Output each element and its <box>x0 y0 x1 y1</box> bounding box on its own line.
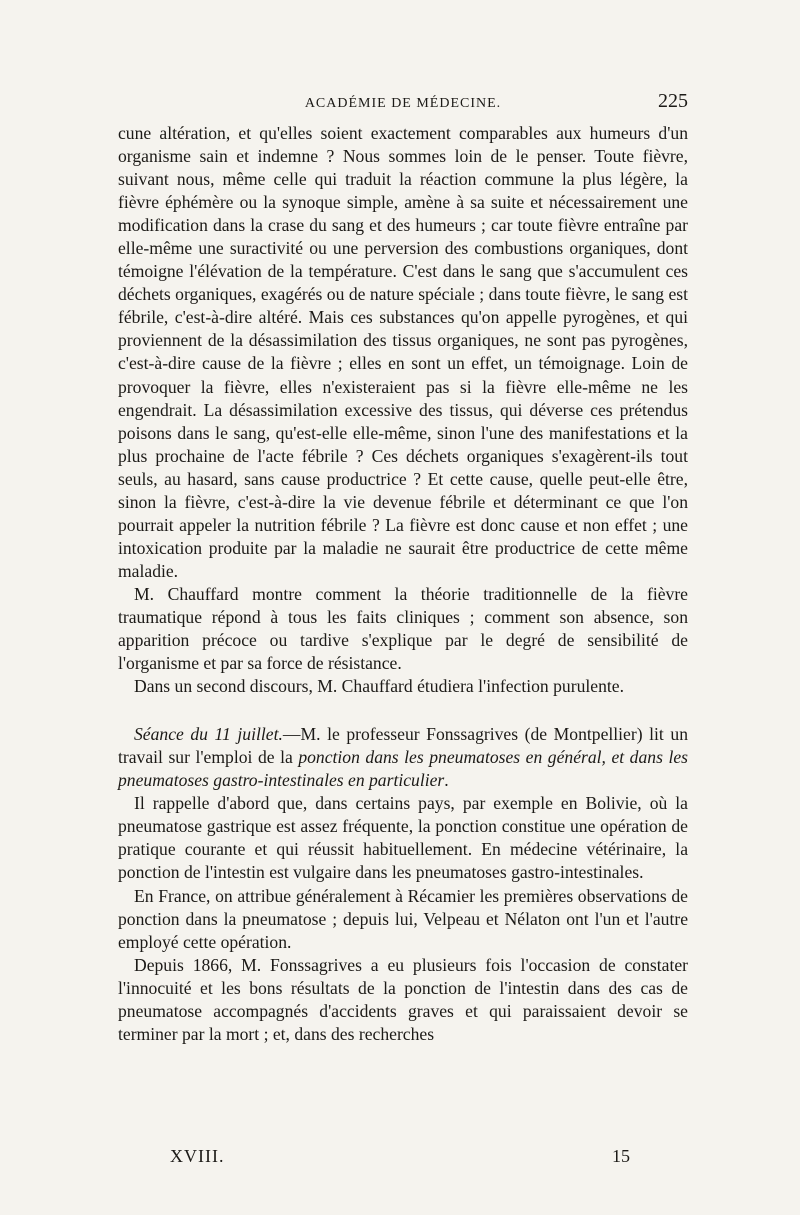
paragraph: Depuis 1866, M. Fonssagrives a eu plusieurs fois l'occasion de constater l'innocuité et les bons résultats de la ponction de l'intestin dans des cas de pneumatose accompagnés d'accidents graves et qui paraissaient devoir se terminer par la mort ; et, dans des recherches <box>118 954 688 1044</box>
paragraph: En France, on attribue généralement à Récamier les premières observations de ponction dans la pneumatose ; depuis lui, Velpeau et Nélaton ont l'un et l'autre employé cette opération. <box>118 885 688 952</box>
page-number: 225 <box>658 90 688 112</box>
sheet-number: 15 <box>612 1146 630 1166</box>
session-date: Séance du 11 juillet. <box>134 724 283 745</box>
paragraph-continuation: cune altération, et qu'elles soient exactement comparables aux humeurs d'un organisme sain et indemne ? Nous sommes loin de le penser. Toute fièvre, suivant nous, même celle qui traduit la réaction commune la plus légère, la fièvre éphémère ou la synoque simple, amène à sa suite et nécessairement une modification dans la crase du sang et des humeurs ; car toute fièvre entraîne par elle-même une suractivité ou une perversion des combustions organiques, dont témoigne l'élévation de la température. C'est dans le sang que s'accumulent ces déchets organiques, exagérés ou de nature spéciale ; dans toute fièvre, le sang est fébrile, c'est-à-dire altéré. Mais ces substances qu'on appelle pyrogènes, et qui proviennent de la désassimilation des tissus organiques, ne sont pas pyrogènes, c'est-à-dire cause de la fièvre ; elles en sont un effet, un témoignage. Loin de provoquer la fièvre, elles n'existeraient pas si la fièvre elle-même ne les engendrait. La désassimilation excessive des tissus, qui déverse ces prétendus poisons dans le sang, qu'est-elle elle-même, sinon l'une des manifestations et la plus prochaine de l'acte fébrile ? Ces déchets organiques s'exagèrent-ils tout seuls, au hasard, sans cause productrice ? Et cette cause, quelle peut-elle être, sinon la fièvre, c'est-à-dire la vie devenue fébrile et déterminant ce que l'on pourrait appeler la nutrition fébrile ? La fièvre est donc cause et non effet ; une intoxication produite par la maladie ne saurait être productrice de cette même maladie. <box>118 123 688 581</box>
page-footer <box>170 1146 630 1172</box>
paragraph: Dans un second discours, M. Chauffard étudiera l'infection purulente. <box>134 676 624 697</box>
session-paragraph <box>118 723 688 792</box>
session-text: —M. le professeur Fonssagrives (de Montpellier) lit un travail sur l'emploi de la <box>118 724 688 768</box>
signature-mark: XVIII. <box>170 1146 225 1166</box>
paragraph: M. Chauffard montre comment la théorie traditionnelle de la fièvre traumatique répond à tous les faits cliniques ; comment son absence, son apparition précoce ou tardive s'explique par le degré de sensibilité de l'organisme et par sa force de résistance. <box>118 583 688 674</box>
work-title: ponction dans les pneumatoses en général, et dans les pneumatoses gastro-intestinales en particulier <box>118 747 688 791</box>
paragraph: Il rappelle d'abord que, dans certains pays, par exemple en Bolivie, où la pneumatose gastrique est assez fréquente, la ponction constitue une opération de pratique courante et qui réussit habituellement. En médecine vétérinaire, la ponction de l'intestin est vulgaire dans les pneumatoses gastro-intestinales. <box>118 793 688 883</box>
running-title: ACADÉMIE DE MÉDECINE. <box>304 96 502 111</box>
body-text <box>118 122 688 1046</box>
book-page <box>118 88 688 1046</box>
running-header <box>118 88 688 122</box>
session-text-end: . <box>444 770 449 791</box>
